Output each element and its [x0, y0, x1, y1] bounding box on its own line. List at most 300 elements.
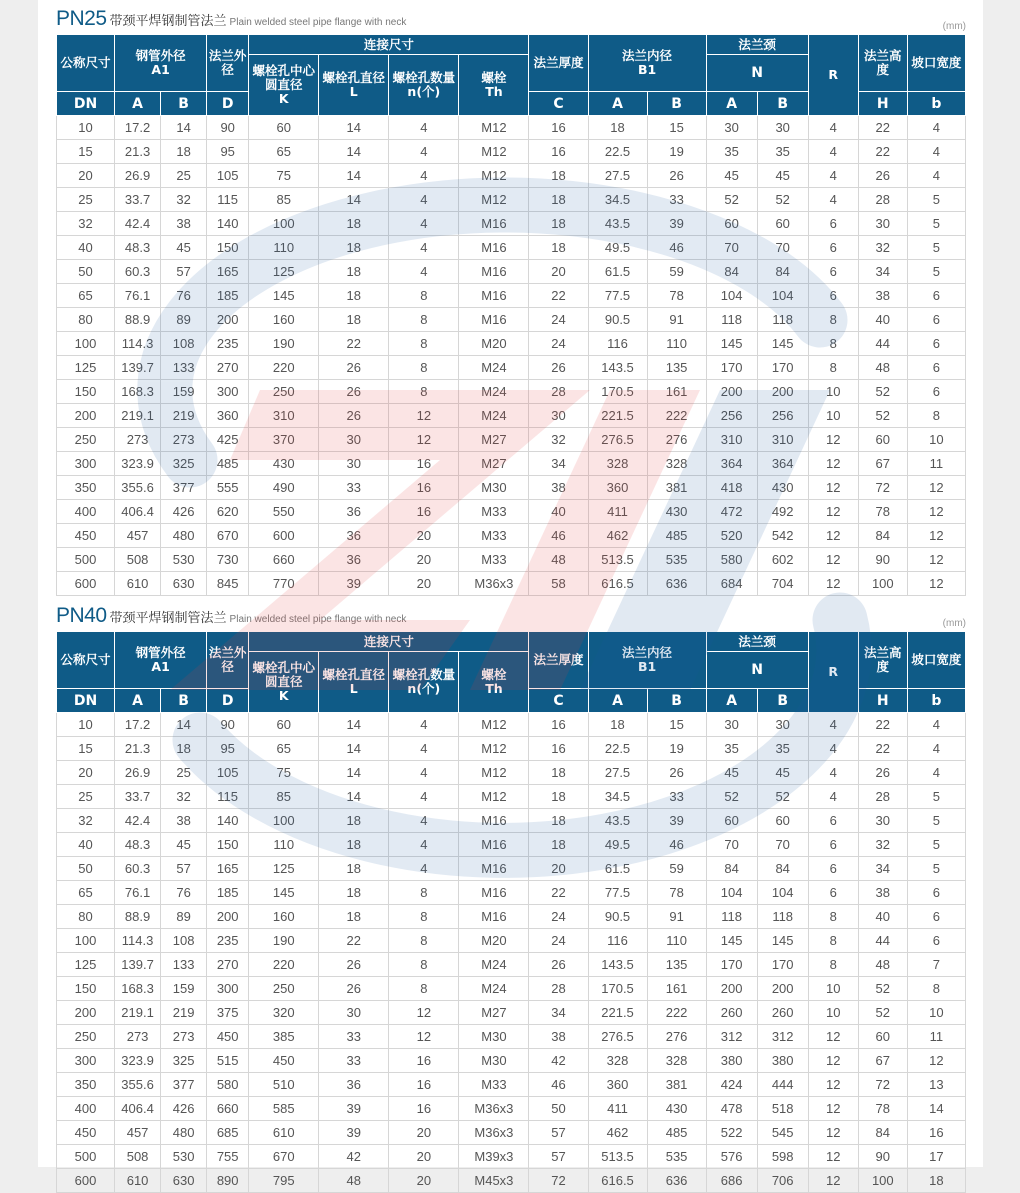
table-cell: 140 — [207, 809, 249, 833]
table-cell: 18 — [319, 881, 389, 905]
title-cn: 带颈平焊钢制管法兰 — [109, 611, 227, 626]
table-cell: 580 — [706, 548, 757, 572]
table-cell: 35 — [757, 737, 808, 761]
table-cell: 18 — [529, 785, 588, 809]
table-cell: 143.5 — [588, 953, 647, 977]
table-cell: M16 — [459, 212, 529, 236]
table-cell: 40 — [57, 236, 115, 260]
header-row — [57, 35, 966, 55]
header-bevel — [907, 632, 965, 689]
column-symbol: B — [161, 689, 207, 713]
table-cell: 39 — [319, 572, 389, 596]
table-cell: 49.5 — [588, 833, 647, 857]
table-cell: 89 — [161, 905, 207, 929]
table-cell: 200 — [706, 380, 757, 404]
table-cell: 200 — [207, 308, 249, 332]
table-row — [57, 188, 966, 212]
table-cell: 6 — [907, 881, 965, 905]
table-cell: 38 — [529, 476, 588, 500]
table-cell: 42 — [529, 1049, 588, 1073]
column-symbol: A — [706, 689, 757, 713]
table-cell: 118 — [706, 905, 757, 929]
table-cell: 4 — [907, 140, 965, 164]
header-bolt-hole-symbol: L — [349, 84, 358, 99]
table-cell: 80 — [57, 905, 115, 929]
table-cell: 61.5 — [588, 857, 647, 881]
header-bolt-circle-label: 螺栓孔中心圆直径 — [252, 63, 315, 92]
table-cell: 72 — [858, 1073, 907, 1097]
table-cell: M33 — [459, 524, 529, 548]
table-cell: 323.9 — [115, 452, 161, 476]
table-cell: 221.5 — [588, 1001, 647, 1025]
table-cell: M16 — [459, 284, 529, 308]
table-cell: 16 — [389, 452, 459, 476]
table-cell: 5 — [907, 833, 965, 857]
table-cell: 100 — [858, 572, 907, 596]
table-cell: 510 — [249, 1073, 319, 1097]
table-cell: 18 — [319, 284, 389, 308]
table-cell: 220 — [249, 953, 319, 977]
section-title — [56, 604, 406, 628]
table-cell: 8 — [389, 332, 459, 356]
table-cell: M16 — [459, 833, 529, 857]
table-cell: 770 — [249, 572, 319, 596]
table-cell: 65 — [57, 284, 115, 308]
table-cell: 34 — [858, 260, 907, 284]
table-cell: 33 — [319, 476, 389, 500]
table-cell: 270 — [207, 953, 249, 977]
header-bore-symbol: B1 — [637, 659, 657, 674]
table-cell: 145 — [757, 929, 808, 953]
table-cell: 20 — [389, 572, 459, 596]
header-bolt-label: 螺栓 — [481, 70, 507, 85]
header-bore — [588, 35, 706, 92]
table-cell: 18 — [319, 212, 389, 236]
table-cell: 38 — [161, 212, 207, 236]
table-cell: 104 — [706, 284, 757, 308]
table-cell: 12 — [808, 1073, 858, 1097]
table-cell: 90 — [207, 116, 249, 140]
table-cell: M24 — [459, 953, 529, 977]
header-bolt-count-label: 螺栓孔数量 — [392, 667, 456, 682]
table-cell: 845 — [207, 572, 249, 596]
table-cell: 360 — [588, 1073, 647, 1097]
table-cell: 610 — [249, 1121, 319, 1145]
table-cell: 16 — [529, 116, 588, 140]
table-cell: 26 — [529, 953, 588, 977]
table-cell: 300 — [207, 977, 249, 1001]
table-cell: 14 — [319, 164, 389, 188]
table-cell: 10 — [57, 116, 115, 140]
table-cell: 72 — [529, 1169, 588, 1193]
table-cell: 116 — [588, 332, 647, 356]
table-cell: 44 — [858, 929, 907, 953]
column-symbol: DN — [57, 689, 115, 713]
column-symbol: B — [757, 689, 808, 713]
table-cell: 26 — [858, 761, 907, 785]
table-cell: M30 — [459, 1049, 529, 1073]
table-row — [57, 212, 966, 236]
header-bolt-circle-symbol: K — [278, 91, 289, 106]
table-row — [57, 308, 966, 332]
table-cell: 4 — [389, 761, 459, 785]
table-cell: 12 — [808, 1025, 858, 1049]
table-cell: 105 — [207, 761, 249, 785]
table-cell: 52 — [858, 977, 907, 1001]
table-cell: 59 — [647, 857, 706, 881]
table-cell: 40 — [858, 308, 907, 332]
table-cell: 600 — [249, 524, 319, 548]
table-cell: 95 — [207, 140, 249, 164]
table-cell: 600 — [57, 572, 115, 596]
table-cell: 85 — [249, 785, 319, 809]
header-neck-symbol-label: N — [751, 65, 764, 81]
table-cell: 36 — [319, 500, 389, 524]
table-cell: 78 — [647, 284, 706, 308]
table-cell: 45 — [706, 164, 757, 188]
table-cell: 200 — [57, 404, 115, 428]
table-cell: 30 — [319, 452, 389, 476]
table-row — [57, 260, 966, 284]
table-cell: M33 — [459, 500, 529, 524]
table-cell: 100 — [249, 809, 319, 833]
table-row — [57, 356, 966, 380]
table-cell: 478 — [706, 1097, 757, 1121]
table-cell: 14 — [319, 737, 389, 761]
table-cell: 890 — [207, 1169, 249, 1193]
header-bolt-circle — [249, 55, 319, 116]
table-cell: 418 — [706, 476, 757, 500]
table-cell: 52 — [858, 404, 907, 428]
table-cell: 30 — [319, 428, 389, 452]
table-cell: M12 — [459, 188, 529, 212]
table-cell: 70 — [757, 833, 808, 857]
table-cell: 150 — [207, 236, 249, 260]
table-cell: 65 — [249, 140, 319, 164]
table-cell: 555 — [207, 476, 249, 500]
header-bolt-count — [389, 652, 459, 713]
column-symbol: A — [588, 689, 647, 713]
table-cell: 450 — [57, 524, 115, 548]
table-cell: 462 — [588, 524, 647, 548]
table-cell: 235 — [207, 332, 249, 356]
table-cell: 84 — [706, 260, 757, 284]
table-row — [57, 809, 966, 833]
table-cell: 145 — [757, 332, 808, 356]
table-cell: 12 — [907, 524, 965, 548]
table-cell: 220 — [249, 356, 319, 380]
table-cell: 25 — [57, 785, 115, 809]
table-cell: 6 — [907, 929, 965, 953]
table-cell: 22 — [319, 929, 389, 953]
table-cell: 21.3 — [115, 737, 161, 761]
table-cell: 300 — [57, 1049, 115, 1073]
table-cell: 4 — [389, 809, 459, 833]
table-cell: 4 — [389, 188, 459, 212]
table-cell: 30 — [757, 713, 808, 737]
table-cell: 686 — [706, 1169, 757, 1193]
table-cell: 370 — [249, 428, 319, 452]
table-cell: 48.3 — [115, 833, 161, 857]
header-bevel-label: 坡口宽度 — [911, 55, 962, 70]
table-row — [57, 761, 966, 785]
table-cell: 145 — [249, 284, 319, 308]
table-cell: 90 — [207, 713, 249, 737]
table-cell: 60.3 — [115, 260, 161, 284]
table-cell: 7 — [907, 953, 965, 977]
table-cell: 10 — [808, 380, 858, 404]
column-symbol: C — [529, 689, 588, 713]
table-cell: 60 — [757, 212, 808, 236]
section-header — [56, 605, 966, 631]
table-cell: 542 — [757, 524, 808, 548]
table-cell: 4 — [808, 713, 858, 737]
table-row — [57, 548, 966, 572]
table-row — [57, 1121, 966, 1145]
header-neck-label: 法兰颈 — [738, 633, 776, 649]
table-cell: 325 — [161, 1049, 207, 1073]
table-cell: 18 — [319, 857, 389, 881]
table-cell: 472 — [706, 500, 757, 524]
table-cell: 508 — [115, 1145, 161, 1169]
table-cell: 8 — [389, 284, 459, 308]
table-cell: 60 — [706, 809, 757, 833]
table-cell: 12 — [389, 404, 459, 428]
table-cell: 12 — [907, 1049, 965, 1073]
table-cell: 636 — [647, 572, 706, 596]
table-cell: 38 — [529, 1025, 588, 1049]
table-cell: 165 — [207, 857, 249, 881]
table-cell: 15 — [57, 737, 115, 761]
table-cell: 602 — [757, 548, 808, 572]
table-cell: 706 — [757, 1169, 808, 1193]
table-cell: 10 — [57, 713, 115, 737]
table-cell: 684 — [706, 572, 757, 596]
header-neck-symbol — [706, 55, 808, 92]
table-cell: 273 — [115, 1025, 161, 1049]
table-cell: 57 — [529, 1121, 588, 1145]
table-cell: 18 — [529, 236, 588, 260]
table-cell: 660 — [249, 548, 319, 572]
table-cell: 27.5 — [588, 164, 647, 188]
section-title — [56, 7, 406, 31]
table-cell: 530 — [161, 548, 207, 572]
header-bore-label: 法兰内径 — [622, 645, 673, 660]
table-cell: 57 — [529, 1145, 588, 1169]
table-cell: 33.7 — [115, 188, 161, 212]
table-cell: 60 — [757, 809, 808, 833]
table-cell: 4 — [389, 785, 459, 809]
table-cell: 26 — [319, 953, 389, 977]
table-cell: 430 — [647, 500, 706, 524]
table-cell: 65 — [249, 737, 319, 761]
header-r — [808, 35, 858, 116]
table-cell: 118 — [757, 308, 808, 332]
table-cell: 161 — [647, 380, 706, 404]
table-cell: 11 — [907, 1025, 965, 1049]
table-cell: 32 — [529, 428, 588, 452]
table-cell: M16 — [459, 905, 529, 929]
header-pipe-od-symbol: A1 — [151, 659, 170, 674]
table-cell: 8 — [808, 308, 858, 332]
table-cell: 14 — [161, 713, 207, 737]
table-row — [57, 905, 966, 929]
table-cell: 12 — [808, 1169, 858, 1193]
table-cell: 27.5 — [588, 761, 647, 785]
table-cell: 250 — [249, 977, 319, 1001]
table-cell: 28 — [858, 188, 907, 212]
table-cell: 4 — [907, 116, 965, 140]
table-cell: 57 — [161, 260, 207, 284]
table-cell: 170 — [706, 953, 757, 977]
table-cell: 20 — [57, 164, 115, 188]
table-cell: 325 — [161, 452, 207, 476]
table-cell: 430 — [757, 476, 808, 500]
table-cell: 45 — [757, 761, 808, 785]
header-bolt-count-symbol: n(个) — [407, 681, 441, 696]
table-cell: 34 — [858, 857, 907, 881]
table-cell: 26 — [319, 356, 389, 380]
table-row — [57, 713, 966, 737]
table-cell: 80 — [57, 308, 115, 332]
table-cell: 16 — [389, 1049, 459, 1073]
table-cell: 430 — [249, 452, 319, 476]
table-row — [57, 737, 966, 761]
table-cell: M36x3 — [459, 572, 529, 596]
table-cell: 78 — [647, 881, 706, 905]
table-cell: 18 — [529, 809, 588, 833]
table-cell: 150 — [207, 833, 249, 857]
table-cell: 100 — [858, 1169, 907, 1193]
table-cell: 133 — [161, 356, 207, 380]
header-bolt-hole-label: 螺栓孔直径 — [322, 667, 386, 682]
column-symbol: b — [907, 689, 965, 713]
table-cell: 32 — [57, 809, 115, 833]
table-cell: 12 — [389, 1025, 459, 1049]
table-cell: 8 — [907, 977, 965, 1001]
table-cell: 104 — [757, 284, 808, 308]
table-cell: 381 — [647, 476, 706, 500]
header-r-label: R — [828, 67, 839, 82]
table-cell: 20 — [389, 548, 459, 572]
header-bolt-hole-label: 螺栓孔直径 — [322, 70, 386, 85]
table-cell: 125 — [249, 857, 319, 881]
table-cell: 26.9 — [115, 164, 161, 188]
table-row — [57, 1001, 966, 1025]
table-cell: 16 — [907, 1121, 965, 1145]
table-cell: M12 — [459, 140, 529, 164]
table-cell: 381 — [647, 1073, 706, 1097]
table-cell: 22 — [858, 713, 907, 737]
table-cell: 170.5 — [588, 380, 647, 404]
table-row — [57, 164, 966, 188]
header-flange-od-label: 法兰外径 — [208, 48, 247, 77]
table-cell: 6 — [808, 857, 858, 881]
table-cell: 78 — [858, 500, 907, 524]
table-cell: 15 — [57, 140, 115, 164]
table-cell: 18 — [529, 212, 588, 236]
table-cell: 6 — [808, 881, 858, 905]
table-cell: 12 — [389, 1001, 459, 1025]
table-cell: 6 — [907, 308, 965, 332]
table-cell: 139.7 — [115, 356, 161, 380]
table-cell: 90 — [858, 548, 907, 572]
table-cell: 16 — [529, 713, 588, 737]
table-cell: 38 — [161, 809, 207, 833]
header-bolt-circle-symbol: K — [278, 688, 289, 703]
table-cell: 276 — [647, 1025, 706, 1049]
table-cell: 30 — [706, 116, 757, 140]
table-cell: 5 — [907, 188, 965, 212]
table-cell: 91 — [647, 905, 706, 929]
table-cell: 46 — [529, 524, 588, 548]
table-cell: 580 — [207, 1073, 249, 1097]
table-cell: 18 — [319, 260, 389, 284]
table-cell: M16 — [459, 308, 529, 332]
column-symbol: H — [858, 92, 907, 116]
table-cell: 190 — [249, 332, 319, 356]
table-cell: 76 — [161, 881, 207, 905]
table-cell: 40 — [529, 500, 588, 524]
table-cell: 500 — [57, 548, 115, 572]
table-cell: 350 — [57, 1073, 115, 1097]
table-row — [57, 1097, 966, 1121]
table-cell: 219 — [161, 404, 207, 428]
header-row — [57, 632, 966, 652]
header-neck — [706, 35, 808, 55]
table-cell: 24 — [529, 929, 588, 953]
table-cell: 6 — [907, 356, 965, 380]
header-neck-label: 法兰颈 — [738, 36, 776, 52]
table-cell: 32 — [858, 236, 907, 260]
table-cell: 273 — [115, 428, 161, 452]
table-cell: 90 — [858, 1145, 907, 1169]
column-symbol: H — [858, 689, 907, 713]
table-cell: 222 — [647, 404, 706, 428]
table-cell: 125 — [57, 356, 115, 380]
header-connection — [249, 632, 529, 652]
table-cell: 26 — [858, 164, 907, 188]
table-cell: 515 — [207, 1049, 249, 1073]
table-cell: 219 — [161, 1001, 207, 1025]
header-bolt-hole — [319, 55, 389, 116]
table-cell: 222 — [647, 1001, 706, 1025]
section-header — [56, 8, 966, 34]
header-connection — [249, 35, 529, 55]
table-cell: 165 — [207, 260, 249, 284]
table-cell: 8 — [808, 905, 858, 929]
table-cell: 328 — [647, 452, 706, 476]
table-cell: 14 — [319, 140, 389, 164]
table-cell: 616.5 — [588, 572, 647, 596]
header-height-label: 法兰高度 — [864, 48, 902, 77]
pressure-class: PN40 — [56, 604, 107, 627]
table-cell: 40 — [858, 905, 907, 929]
table-cell: M33 — [459, 1073, 529, 1097]
table-cell: 457 — [115, 1121, 161, 1145]
table-cell: 60 — [249, 713, 319, 737]
unit-label: (mm) — [942, 21, 966, 32]
table-cell: 17.2 — [115, 116, 161, 140]
table-cell: M12 — [459, 164, 529, 188]
table-cell: 200 — [757, 380, 808, 404]
table-cell: 14 — [319, 188, 389, 212]
table-cell: 522 — [706, 1121, 757, 1145]
table-cell: 5 — [907, 212, 965, 236]
table-cell: 70 — [706, 833, 757, 857]
table-cell: 145 — [706, 929, 757, 953]
header-thickness-label: 法兰厚度 — [533, 652, 584, 667]
